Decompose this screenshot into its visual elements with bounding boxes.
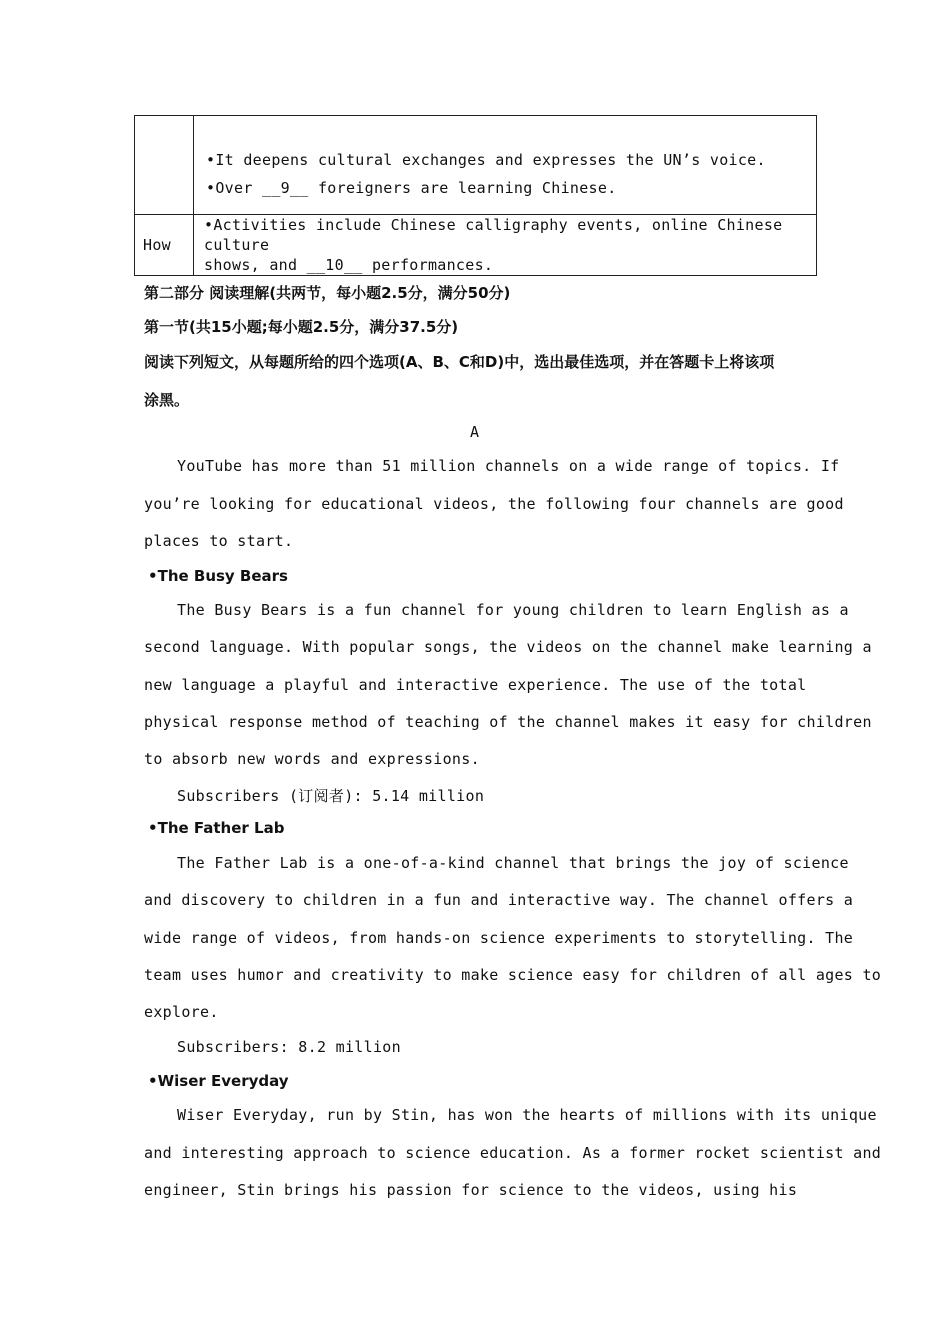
passage-letter: A [470, 423, 480, 441]
paragraph-line: The Busy Bears is a fun channel for young children to learn English as a [177, 601, 849, 619]
paragraph-line: and interesting approach to science education. As a former rocket scientist and [144, 1144, 882, 1162]
subscriber-count: Subscribers (订阅者): 5.14 million [177, 787, 485, 805]
paragraph-line: places to start. [144, 532, 294, 550]
paragraph-line: second language. With popular songs, the videos on the channel make learning a [144, 638, 872, 656]
paragraph-line: engineer, Stin brings his passion for science to the videos, using his [144, 1181, 798, 1199]
row-content [194, 215, 817, 276]
instruction-text: 阅读下列短文，从每题所给的四个选项(A、B、C和D)中，选出最佳选项，并在答题卡上将该项 [144, 353, 775, 371]
channel-heading: •The Father Lab [148, 819, 285, 837]
part-title: 第二部分 阅读理解(共两节，每小题2.5分，满分50分) [144, 284, 511, 302]
paragraph-line: team uses humor and creativity to make science easy for children of all ages to [144, 966, 882, 984]
row-label [135, 116, 194, 215]
row-label: How [135, 215, 194, 276]
instruction-text: 涂黑。 [144, 391, 190, 409]
paragraph-line: physical response method of teaching of the channel makes it easy for children [144, 713, 872, 731]
paragraph-line: you’re looking for educational videos, the following four channels are good [144, 495, 844, 513]
paragraph-line: The Father Lab is a one-of-a-kind channel that brings the joy of science [177, 854, 849, 872]
paragraph-line: YouTube has more than 51 million channels on a wide range of topics. If [177, 457, 840, 475]
summary-table [134, 115, 817, 276]
subscriber-count: Subscribers: 8.2 million [177, 1038, 401, 1056]
paragraph-line: to absorb new words and expressions. [144, 750, 480, 768]
sub-title: 第一节(共15小题;每小题2.5分，满分37.5分) [144, 318, 459, 336]
table-row [135, 215, 817, 276]
row-content [194, 116, 817, 215]
channel-heading: •Wiser Everyday [148, 1072, 289, 1090]
paragraph-line: and discovery to children in a fun and interactive way. The channel offers a [144, 891, 854, 909]
bullet-line: shows, and __10__ performances. [204, 256, 494, 274]
paragraph-line: wide range of videos, from hands-on science experiments to storytelling. The [144, 929, 854, 947]
paragraph-line: new language a playful and interactive experience. The use of the total [144, 676, 807, 694]
paragraph-line: Wiser Everyday, run by Stin, has won the hearts of millions with its unique [177, 1106, 877, 1124]
paragraph-line: explore. [144, 1003, 219, 1021]
channel-heading: •The Busy Bears [148, 567, 288, 585]
bullet-line: •Activities include Chinese calligraphy events, online Chinese culture [204, 216, 783, 254]
bullet-line: •It deepens cultural exchanges and expresses the UN’s voice. [206, 151, 766, 169]
bullet-line: •Over __9__ foreigners are learning Chinese. [206, 179, 617, 197]
table-row [135, 116, 817, 215]
